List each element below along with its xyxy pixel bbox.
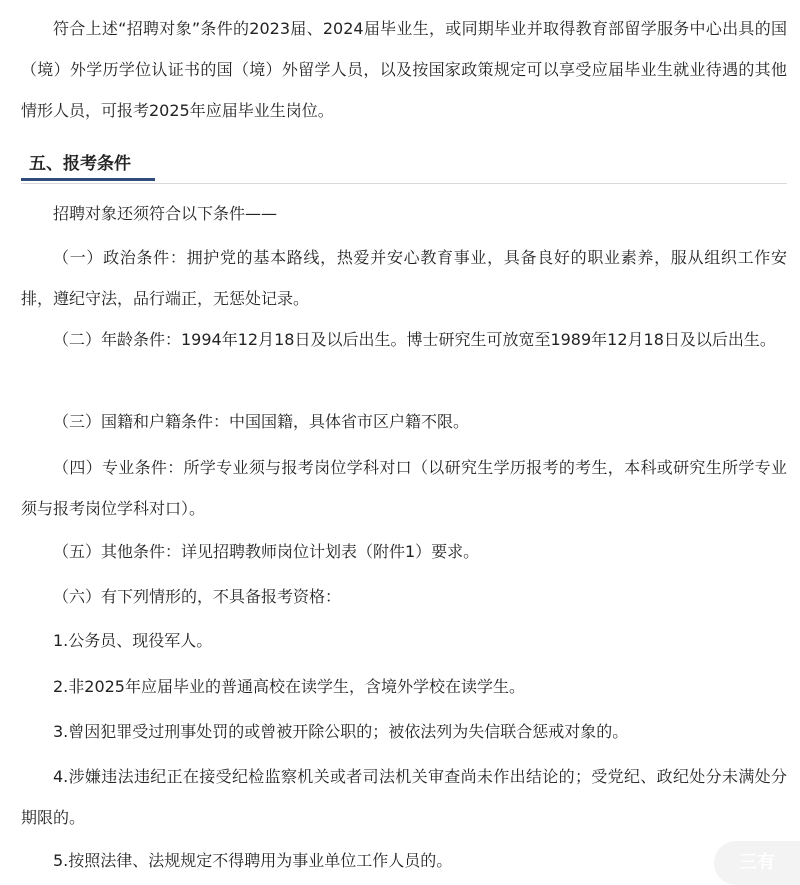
condition-nationality: （三）国籍和户籍条件：中国国籍，具体省市区户籍不限。 (53, 412, 470, 431)
condition-age: （二）年龄条件：1994年12月18日及以后出生。博士研究生可放宽至1989年12月18日及以后出生。 (53, 330, 776, 349)
watermark-badge: 三有 (714, 841, 800, 885)
section-heading-bar (21, 149, 787, 184)
condition-disqualify: （六）有下列情形的，不具备报考资格： (53, 587, 342, 606)
list-item: 2.非2025年应届毕业的普通高校在读学生，含境外学校在读学生。 (53, 677, 525, 696)
lead-paragraph: 招聘对象还须符合以下条件—— (53, 204, 278, 223)
intro-paragraph: 符合上述“招聘对象”条件的2023届、2024届毕业生，或同期毕业并取得教育部留学服务中心出具的国（境）外学历学位认证书的国（境）外留学人员，以及按国家政策规定可以享受应届毕业生就业待遇的其他情形人员，可报考2025年应届毕业生岗位。 (21, 19, 787, 120)
list-item: 5.按照法律、法规规定不得聘用为事业单位工作人员的。 (53, 851, 453, 870)
list-item: 1.公务员、现役军人。 (53, 631, 213, 650)
section-heading: 五、报考条件 (21, 149, 155, 181)
list-item: 4.涉嫌违法违纪正在接受纪检监察机关或者司法机关审查尚未作出结论的；受党纪、政纪处分未满处分期限的。 (21, 767, 787, 827)
condition-political: （一）政治条件：拥护党的基本路线，热爱并安心教育事业，具备良好的职业素养，服从组织工作安排，遵纪守法，品行端正，无惩处记录。 (21, 248, 787, 308)
condition-other: （五）其他条件：详见招聘教师岗位计划表（附件1）要求。 (53, 542, 480, 561)
condition-major: （四）专业条件：所学专业须与报考岗位学科对口（以研究生学历报考的考生，本科或研究生所学专业须与报考岗位学科对口）。 (21, 458, 787, 518)
list-item: 3.曾因犯罪受过刑事处罚的或曾被开除公职的；被依法列为失信联合惩戒对象的。 (53, 722, 629, 741)
